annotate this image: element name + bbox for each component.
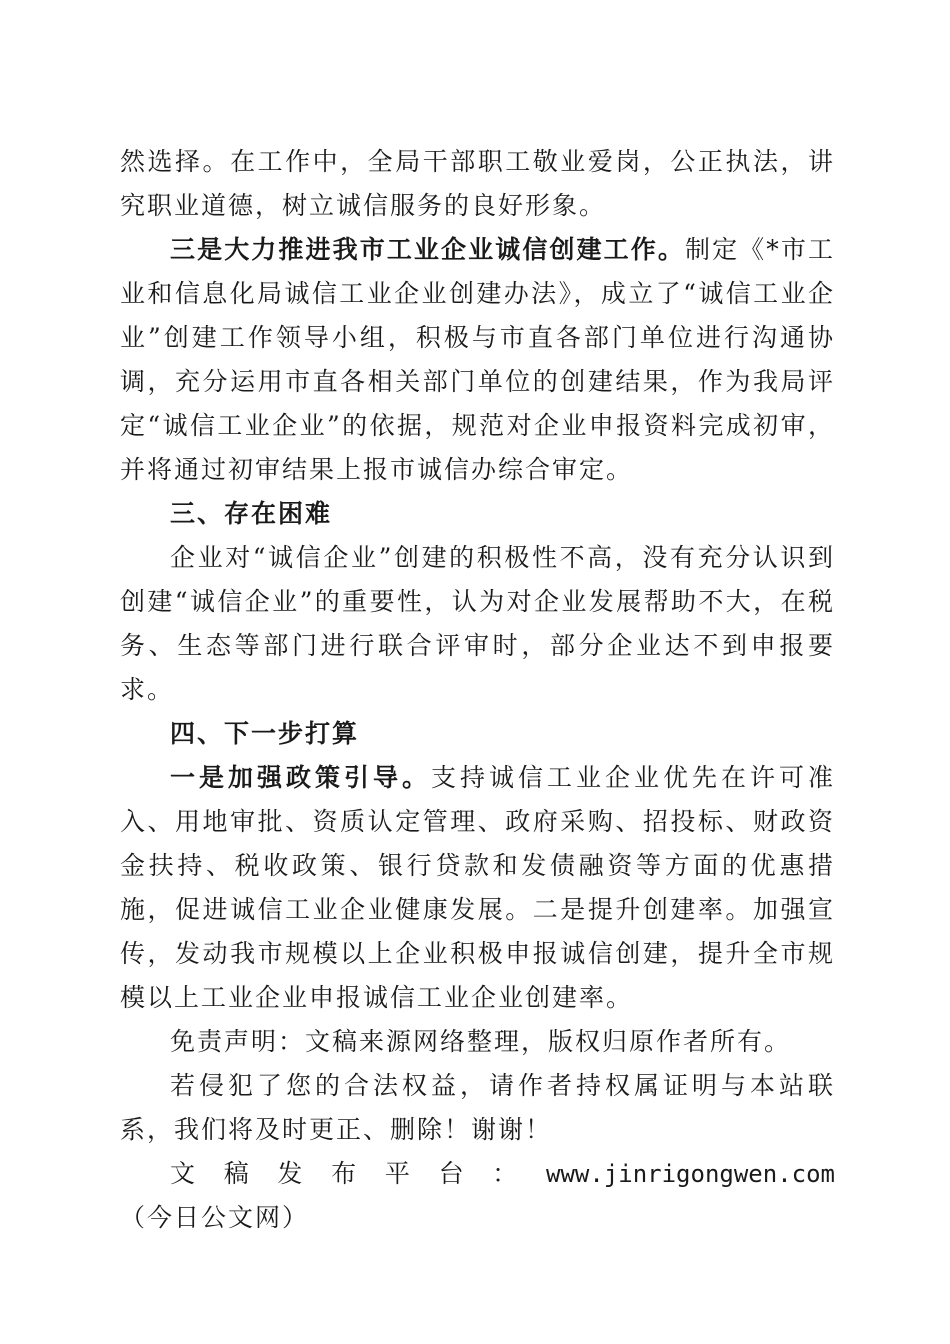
section-heading-difficulties: 三、存在困难	[170, 499, 333, 528]
disclaimer-text: 免责声明：文稿来源网络整理，版权归原作者所有。	[170, 1027, 792, 1056]
notice-text: 若侵犯了您的合法权益，请作者持权属证明与本站联系，我们将及时更正、删除！谢谢！	[120, 1071, 835, 1144]
section-heading-next-steps: 四、下一步打算	[170, 719, 360, 748]
paragraph-next-steps	[120, 756, 835, 1020]
platform-name: （今日公文网）	[120, 1203, 310, 1232]
paragraph-difficulties: 企业对“诚信企业”创建的积极性不高，没有充分认识到创建“诚信企业”的重要性，认为对企业发展帮助不大，在税务、生态等部门进行联合评审时，部分企业达不到申报要求。	[120, 543, 835, 704]
platform-url: www.jinrigongwen.com	[546, 1160, 835, 1188]
document-body	[120, 140, 835, 1240]
paragraph-continued: 然选择。在工作中，全局干部职工敬业爱岗，公正执法，讲究职业道德，树立诚信服务的良好形象。	[120, 147, 835, 220]
platform-line	[120, 1152, 835, 1240]
paragraph-item-three	[120, 228, 835, 492]
paragraph-lead: 一是加强政策引导。	[170, 763, 431, 792]
paragraph-lead: 三是大力推进我市工业企业诚信创建工作。	[170, 235, 685, 264]
paragraph-body: 制定《*市工业和信息化局诚信工业企业创建办法》，成立了“诚信工业企业”创建工作领导小组，积极与市直各部门单位进行沟通协调，充分运用市直各相关部门单位的创建结果，作为我局评定“诚信工业企业”的依据，规范对企业申报资料完成初审，并将通过初审结果上报市诚信办综合审定。	[120, 235, 835, 484]
platform-label: 文稿发布平台：	[170, 1159, 547, 1188]
paragraph-body: 支持诚信工业企业优先在许可准入、用地审批、资质认定管理、政府采购、招投标、财政资金扶持、税收政策、银行贷款和发债融资等方面的优惠措施，促进诚信工业企业健康发展。二是提升创建率。加强宣传，发动我市规模以上企业积极申报诚信创建，提升全市规模以上工业企业申报诚信工业企业创建率。	[120, 763, 835, 1012]
